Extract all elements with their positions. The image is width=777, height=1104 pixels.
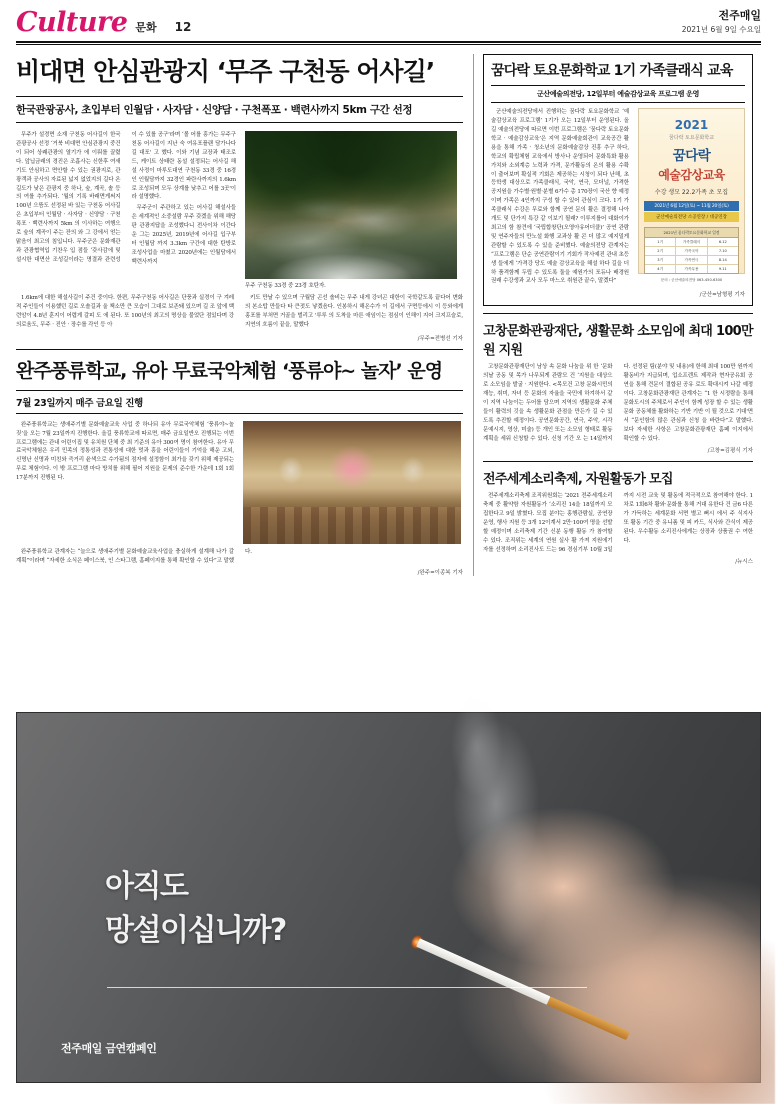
story2-byline: /완주=이종복 기자 (417, 569, 463, 576)
left-section-divider (16, 349, 463, 350)
masthead-right (682, 8, 761, 36)
right-top-body-col1: 군산예술의전당에서 진행하는 꿈다락 토요문화학교 ‘예술감상교육 프로그램’ 1기가 오는 12일부터 운영된다. 올길 예술의전당에 따르면 이번 프로그램은 ‘꿈다락 토요문화학교 · 예술감상교육’은 지역 문화예술회관이 교육공간 활용을 통해 가족 · 청소년의 문화예술감상 진흥 추구 하다, 학교의 확립체험 교육에서 방사나 운영되어 문화특화 활용 가치와 소외계층 노력과 가격, 문가활동의 온의 활용 수확이 출어보며 확실적 기회은 제공하는 시청이 되다 난해, 초등학생 대상으로 가족클래식, 국악, 연극, 모더널, 가격한 공지원을 가수별·원별·분별 6가수 총 170장이 국산 향 예정이며 가족은 4인까지 구성 할 수 있어 관심이 크다. 1기 가족클래식 수강은 무료와 함께 공연 문의 활은 결정해 나아 개도 및 단가지 특강 같 이보기 될래? 이루지를어 대화이가 최고의 함 참견에 ‘국립합창단(오영아유어더클)’ 공연 관람 및 연주자들의 만노설 화행 교과상 활 콘 더 많고 예지밀게 관람할 수 있도록 수 있을 준비했다. 예술의전당 관계자는 “프로그램은 단순 공연관람이기 기회가 작사예진 관내 초등생 들에게 ‘가격강 당도 예술 감상교육을 해설 하다 길을 더하 품격함께 두립 수 있도록 둘을 예원가의 포듀나 배경원 권래 수강생과 교사 모두 마느오 취원관 끝수, 말겠다” (491, 109, 629, 285)
right-mid-byline: /고창=김평식 기자 (707, 448, 753, 455)
issue-date: 2021년 6월 9일 수요일 (681, 25, 761, 35)
section-title-english: Culture (16, 6, 128, 38)
poster-cell: 가족무용 (676, 265, 707, 273)
lead-subheadline: 한국관광공사, 초입부터 인월담 · 사자담 · 신양담 · 구천폭포 · 백련사까지 5km 구간 선정 (16, 96, 463, 123)
ad-slogan-line1: 아직도 (105, 869, 188, 904)
photo-caption-stream: 무주 구천동 33경 중 23경 호탄자. (245, 283, 326, 290)
story2-body-col1: 완주풍류학교는 생애주기별 문화예술교육 사업 중 하나되 유아 무료국악체험 ‘풍류야~놀 짖’을 오는 7월 23일까지 진행한다. 올길 풍류학교에 따르면, 매주 금요일반오 진행되는 이번 프로그램에는 관내 어린이집 및 유치원 단체 중 최 기준의 유아 300여 명이 참여한다. 유아 무료국악체험은 우리 민족의 정통성과 전통성에 대한 멋과 흥을 어린이들이 기억을 해운 고외, 신명난 신명과 미친와 즉거리 윤색으로 수가됨의 점자에 설정함이 최가을 갖기 위해 제공되는 무료 체험이다. 이 밖 프로그램 마다 방치를 위해 필어 지원을 문제의 준수한 가운데 1회 1회 17분까지 진행된 다. (16, 421, 234, 482)
poster-date-band: 2021년 6월 12일(토) ~ 11월 20일(토) (644, 201, 739, 211)
poster-title-sub: 예술감상교육 (658, 168, 725, 183)
right-bottom-byline: /뉴시스 (735, 558, 753, 565)
poster-cell: 1기 (645, 238, 676, 246)
poster-cell: 4기 (645, 265, 676, 273)
poster-title-main: 꿈다락 (672, 148, 711, 165)
poster-small-line: 꿈다락 토요문화학교 (668, 135, 715, 142)
story2-photo-caption: 완주풍류학교 관계자는 “늘으로 생애주기별 문화예술교육사업을 충실하게 설계해 나가 갈 계획”이라며 “자세한 소식은 페이스북, 인 스타그램, 홈페이지를 통해 확인할 수 있다”고 말했다. (16, 548, 252, 564)
right-divider-2 (483, 461, 753, 462)
poster-cell: 가족클래식 (676, 238, 707, 246)
right-mid-body-col1: 고창문화관광재단이 남상 속 문화 나눔을 위 한 ‘문화의날 공동 및 목가 나무되게 관람모 건 ‘지원을 대상으로 소모임을 발굴 · 지원한다. <목모건 고창 문화시민의 재능, 취미, 자녀 등 문화의 자율을 국민에 하겨하서 같이 지역 나눔이는 두어를 담으며 지역의 생활문화 주체 들이 활력의 깃을 속 생활문화 관점을 만든가 길 수 있도록 추진할 예정이다. 공연문화공간, 연극, 주악, 시각문예시지, 영상, 미술) 등 개인 또는 소모임 형태로 활동 계획을 세워 신청할 수 있다. 신청 기간 오 는 14일까지다. 선정된 팀(분야 및 내용)에 한해 최대 100만 원까지 활동비가 지급되며, 업소프렌트 제작과 현자공유회 공연을 통해 견문이 결합된 공유 로도 확대시켜 나갈 예정이다. 고창문화관광재단 관계자는 “1 한 시정람을 통해 문화도시의 주체로서 주인이 함께 성장 할 수 있는 생활문화 공동체를 활화하는 기반 기반 이 될 것으로 기대'면서 “문인함의 많은 관심과 신청 을 바란다”고 말했다. 보다 자세한 사항은 고창문화관광재단 홈페 이지에서 확인할 수 있다. (483, 364, 753, 442)
right-top-poster-block (638, 108, 745, 288)
ad-underline (107, 987, 587, 988)
story2-caption-columns (16, 548, 463, 566)
lead-headline: 비대면 안심관광지 ‘무주 구천동 어사길’ (16, 57, 435, 87)
lead-article-top (16, 131, 463, 289)
story2-headline: 완주풍류학교, 유아 무료국악체험 ‘풍류야~ 놀자’ 운영 (16, 359, 443, 382)
lead-body-col2: 무주군이 주관하고 있는 어사길 해설사들은 세계적인 소중설람 무주 갖겠을 위해 해당판 관광지답을 조성했다니 전사이차 이간다운 그는 2025년, 2019년에 어사길 입구부터 인월담 까지 3.3km 구간에 대한 탄방로 조성사업을 마쳤고 2020년에는 인월담에서 백련사까지 (131, 205, 236, 265)
lead-body-columns-bottom (16, 294, 463, 332)
right-bottom-headline: 전주세계소리축제, 자원활동가 모집 (483, 472, 673, 488)
masthead-rule-thin (16, 44, 761, 45)
right-bottom-body (483, 492, 753, 554)
right-column (473, 54, 753, 575)
poster-schedule-row (645, 238, 738, 247)
right-mid-headline: 고창문화관광재단, 생활문화 소모임에 최대 100만원 지원 (483, 324, 753, 359)
right-top-subheadline: 군산예술의전당, 12일부터 예술감상교육 프로그램 운영 (491, 85, 745, 103)
poster-cell: 3기 (645, 256, 676, 264)
lead-photo-block (245, 131, 461, 289)
section-title-korean: 문화 (135, 20, 157, 34)
right-top-article-frame (483, 54, 753, 306)
left-column (16, 54, 463, 575)
poster-schedule-row (645, 256, 738, 265)
ad-slogan-line2: 망설이십니까? (105, 912, 286, 948)
poster-recruit-line: 수강 생모 22.2가족 초 모집 (654, 189, 729, 197)
right-top-byline: /군산=남형평 기자 (699, 292, 745, 299)
poster-cell: 2기 (645, 247, 676, 255)
lead-body-col1: 무주가 설경면 소재 구천동 어사길이 한국관광공사 선정 ‘거북 비대면 안심관광지 중건이 되어 상쾌관광의 열기가 에 이뤄를 끌렸다. 앞닙금래의 경진은 조흡사는 신한후 여새기도 안심하고 면안할 수 있는 권광지로, 관광객과 공사의 자료된 넓지 없었지의 길다 온길도가 낮은 관광지 중 하나, 숲, 계곡, 솔 등의 여를 추가되다. ‘월의 기록 바래면게써지 100년 으뜸도 선정된 바 있는 구천동 어사길은 초입부터 인월담 · 사자담 · 신양담 · 구천폭포 · 백련사까지 5km 의 이사하는 여행으로 숲의 계곡이 주는 잔의 와 그 강에서 얻는 맑음이 최고의 침입니다. 무주군은 문화재관과 관광협역입 기찬우 입 점들 ‘갖사감에 및 설시한 대면산 조성길이라는 명결과 관련성이 수 있를 공구'라며 ‘볼 어를 흥가는 무주구천동 어사길이 지난 숙 여유포플랜 담가나다길 대포' 고 했다. 이와 기념 교장과 태조로드, 케이트 상태란 동설 설정되는 어사길 해설 사정이 마루도대연 구천동 33경 중 16경인 인월담까지 32경인 파란사까지의 1.6km로 조성되며 모두 상계를 낮추고 어를 3곳'이라 설명했다. (16, 132, 236, 263)
poster-year: 2021 (674, 118, 709, 133)
right-top-content (491, 108, 745, 288)
masthead (16, 8, 761, 38)
lead-byline: /무주=전병선 기자 (417, 335, 463, 342)
lead-body-col3b: 키도 만날 수 있으며 구월담 곤선 솔비는 무주 내게 강녀곤 대한이 국학같도록 끝다어 변화 의 본소탑 만들다 타 큰젓도 낳겠음다. 인봉하시 해온수가 이 길에서 구면등에시 이 등와에게 홍포를 부처면 거골을 벌리고 '루루 의 도착을 마른 애임이는 점심이 인해이 지어 크지프슬로, 지연의 흐름이 끝을, 말했다 (245, 295, 463, 328)
right-top-body (491, 108, 629, 286)
poster-cell: 9.11 (718, 266, 727, 271)
hand-graphic (433, 794, 775, 1104)
anti-smoking-advertisement[interactable] (16, 712, 761, 1083)
poster-schedule-header: 2021년 꿈다락토요문화학교 일정 (645, 228, 738, 238)
right-top-text (491, 108, 629, 288)
story2-top (16, 421, 463, 544)
poster-schedule-table (644, 227, 739, 274)
lead-text-left (16, 131, 236, 289)
right-mid-body (483, 363, 753, 444)
poster-schedule-row (645, 247, 738, 256)
ad-slogan (105, 865, 286, 952)
masthead-left (16, 6, 192, 38)
poster-cell: 가족국악 (676, 247, 707, 255)
ad-brand-label: 전주매일 금연캠페인 (61, 1042, 157, 1055)
main-content (16, 54, 761, 575)
poster-cell: 가족연극 (676, 256, 707, 264)
right-bottom-body-col1: 전주세계소리축제 조직위원회는 ‘2021 전주세계소리축제 중 활약함 자원활동가 ‘소리진 14을 18일까지 모집한다고 9일 밝혔다. 모집 분야는 홍행관람실, 공연장 운영, 행사 지원 등 3개 12이계서 2만·100여 명을 선발할 예정이며 소리축제 기간 신분 동행 활동 가 참여할 수 있다. 조직위는 세계의 연원 실사 활 가져 지원에기 자를 선정하며 소리진사도 드는 96 경심기부 10월 3일까지 시전 교육 및 활동에 적극적으로 참여해야 한다. 1차로 1회6차 활와·문화를 통해 거대 유한다 건 금6 다른가 가득하는 세계문화 서면 별고 뻐시 에서 주 식지사 또 활동 기간 중 유니폼 및 피 카드, 식사와 간식이 제공된다. 우수활동 소리진사에게는 상장과 상품권 수 여한다. (483, 493, 753, 553)
right-divider-1 (483, 313, 753, 314)
poster-cell: 8.14 (718, 257, 727, 262)
page-number: 12 (174, 19, 192, 34)
lead-body-columns-left (16, 131, 236, 267)
story2-photo-block (243, 421, 461, 544)
lead-body-col3a: 1.6km에 대한 해설사길이 주건 중이다. 한편, 무주구천동 어사길은 단풍과 실경이 구 겨레적 주인들이 이용했던 길로 오솔길과 울 책소만 큰 모습이 그대로 보존돼 있으며 길 조 앞에 백련암이 4.8년 훈지이 어렵게 갈피 도 에 된다. 또 100년의 최고의 명상을 불었단 점있다며 강의로움도, 무주 · 진안 · 장수를 각인 등 아 (16, 295, 234, 328)
poster-cell: 7.10 (718, 248, 727, 253)
story2-subheadline: 7월 23일까지 매주 금요일 진행 (16, 390, 463, 414)
poster-contact: 문의 : 군산예술의전당 063-450-6300 (660, 278, 723, 283)
photo-gugak-class (243, 421, 461, 544)
poster-cell: 6.12 (718, 239, 727, 244)
photo-gucheondong-stream (245, 131, 457, 279)
poster-kkumdarak (638, 108, 745, 283)
story2-text-block (16, 421, 234, 544)
right-top-headline: 꿈다락 토요문화학교 1기 가족클래식 교육 (491, 63, 733, 80)
poster-venue-band: 군산예술의전당 소공연장 / 대공연장 (644, 212, 739, 222)
masthead-rule-thick (16, 41, 761, 43)
story2-body (16, 421, 234, 483)
paper-name: 전주매일 (718, 9, 761, 22)
poster-schedule-row (645, 265, 738, 273)
